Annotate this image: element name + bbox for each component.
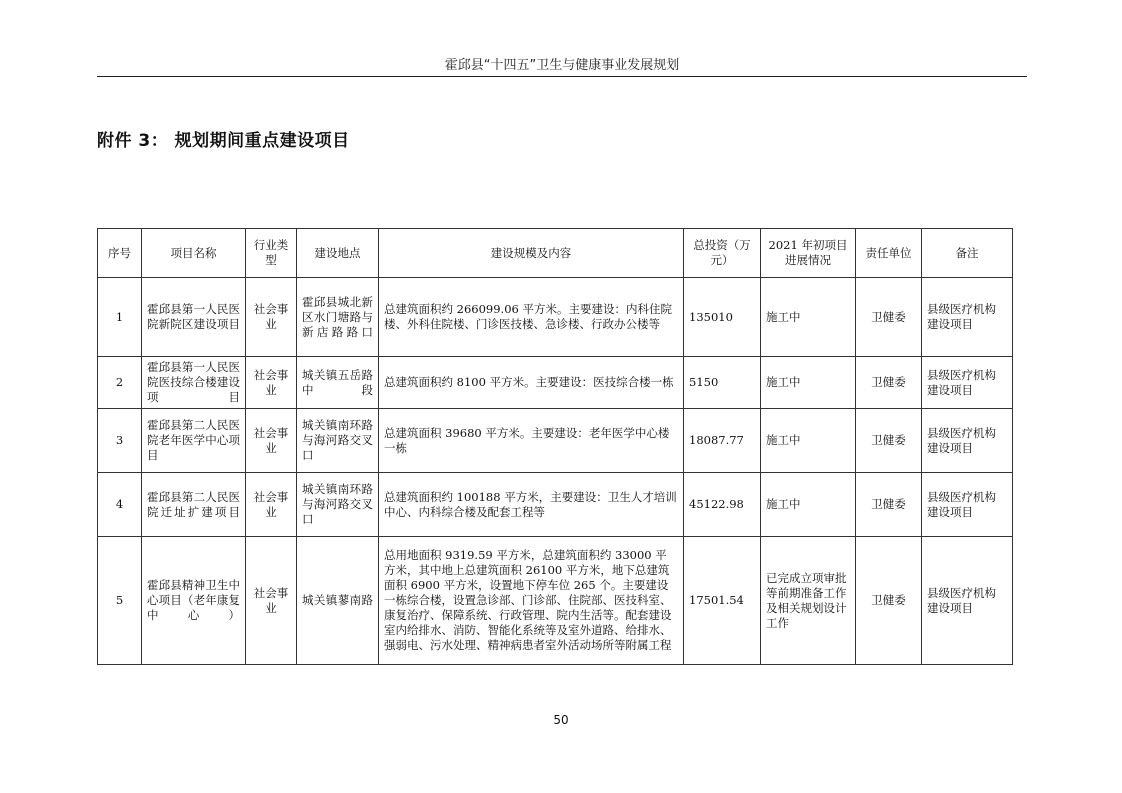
row-content: 总建筑面积约 8100 平方米。主要建设：医技综合楼一栋 bbox=[379, 357, 684, 409]
row-content: 总用地面积 9319.59 平方米，总建筑面积约 33000 平方米，其中地上总建筑面积 26100 平方米，地下总建筑面积 6900 平方米，设置地下停车位 265 个。主要建设一栋综合楼，设置急诊部、门诊部、住院部、医技科室、康复治疗、保障系统、行政管理、院内生活等。配套建设室内给排水、消防、智能化系统等及室外道路、给排水、强弱电、污水处理、精神病患者室外活动场所等附属工程 bbox=[379, 537, 684, 665]
table-header-row bbox=[98, 229, 1013, 278]
col-header-location: 建设地点 bbox=[297, 229, 379, 278]
row-name: 霍邱县精神卫生中心项目（老年康复中心） bbox=[142, 537, 246, 665]
row-progress: 施工中 bbox=[761, 357, 856, 409]
row-no: 2 bbox=[98, 357, 142, 409]
row-location: 城关镇南环路与海河路交叉口 bbox=[297, 473, 379, 537]
row-investment: 45122.98 bbox=[684, 473, 761, 537]
row-note: 县级医疗机构建设项目 bbox=[922, 409, 1013, 473]
row-progress: 已完成立项审批等前期准备工作及相关规划设计工作 bbox=[761, 537, 856, 665]
row-no: 5 bbox=[98, 537, 142, 665]
col-header-no: 序号 bbox=[98, 229, 142, 278]
row-type: 社会事业 bbox=[246, 409, 297, 473]
row-investment: 17501.54 bbox=[684, 537, 761, 665]
row-content: 总建筑面积 39680 平方米。主要建设：老年医学中心楼一栋 bbox=[379, 409, 684, 473]
row-location: 城关镇南环路与海河路交叉口 bbox=[297, 409, 379, 473]
table-row bbox=[98, 537, 1013, 665]
row-unit: 卫健委 bbox=[856, 278, 922, 357]
row-type: 社会事业 bbox=[246, 278, 297, 357]
row-unit: 卫健委 bbox=[856, 357, 922, 409]
page-number: 50 bbox=[553, 713, 569, 727]
row-name: 霍邱县第二人民医院老年医学中心项目 bbox=[142, 409, 246, 473]
row-location: 城关镇五岳路中段 bbox=[297, 357, 379, 409]
row-type: 社会事业 bbox=[246, 357, 297, 409]
row-investment: 18087.77 bbox=[684, 409, 761, 473]
table-row bbox=[98, 278, 1013, 357]
col-header-investment: 总投资（万元） bbox=[684, 229, 761, 278]
header-rule bbox=[97, 76, 1027, 77]
row-progress: 施工中 bbox=[761, 473, 856, 537]
row-name: 霍邱县第一人民医院医技综合楼建设项目 bbox=[142, 357, 246, 409]
col-header-type: 行业类型 bbox=[246, 229, 297, 278]
row-note: 县级医疗机构建设项目 bbox=[922, 278, 1013, 357]
row-unit: 卫健委 bbox=[856, 473, 922, 537]
col-header-content: 建设规模及内容 bbox=[379, 229, 684, 278]
col-header-name: 项目名称 bbox=[142, 229, 246, 278]
row-investment: 5150 bbox=[684, 357, 761, 409]
row-unit: 卫健委 bbox=[856, 409, 922, 473]
row-no: 4 bbox=[98, 473, 142, 537]
row-name: 霍邱县第二人民医院迁址扩建项目 bbox=[142, 473, 246, 537]
row-progress: 施工中 bbox=[761, 278, 856, 357]
running-header: 霍邱县“十四五”卫生与健康事业发展规划 bbox=[444, 58, 680, 73]
row-location: 霍邱县城北新区水门塘路与新店路路口 bbox=[297, 278, 379, 357]
row-unit: 卫健委 bbox=[856, 537, 922, 665]
col-header-progress: 2021 年初项目进展情况 bbox=[761, 229, 856, 278]
col-header-note: 备注 bbox=[922, 229, 1013, 278]
table-row bbox=[98, 473, 1013, 537]
row-type: 社会事业 bbox=[246, 473, 297, 537]
row-progress: 施工中 bbox=[761, 409, 856, 473]
row-no: 1 bbox=[98, 278, 142, 357]
row-no: 3 bbox=[98, 409, 142, 473]
page-title: 附件 3： 规划期间重点建设项目 bbox=[97, 131, 350, 151]
projects-table bbox=[97, 228, 1013, 665]
table-row bbox=[98, 409, 1013, 473]
row-note: 县级医疗机构建设项目 bbox=[922, 537, 1013, 665]
row-content: 总建筑面积约 100188 平方米，主要建设：卫生人才培训中心、内科综合楼及配套工程等 bbox=[379, 473, 684, 537]
row-location: 城关镇蓼南路 bbox=[297, 537, 379, 665]
row-note: 县级医疗机构建设项目 bbox=[922, 357, 1013, 409]
row-content: 总建筑面积约 266099.06 平方米。主要建设：内科住院楼、外科住院楼、门诊医技楼、急诊楼、行政办公楼等 bbox=[379, 278, 684, 357]
col-header-unit: 责任单位 bbox=[856, 229, 922, 278]
row-investment: 135010 bbox=[684, 278, 761, 357]
row-type: 社会事业 bbox=[246, 537, 297, 665]
table-row bbox=[98, 357, 1013, 409]
row-note: 县级医疗机构建设项目 bbox=[922, 473, 1013, 537]
row-name: 霍邱县第一人民医院新院区建设项目 bbox=[142, 278, 246, 357]
